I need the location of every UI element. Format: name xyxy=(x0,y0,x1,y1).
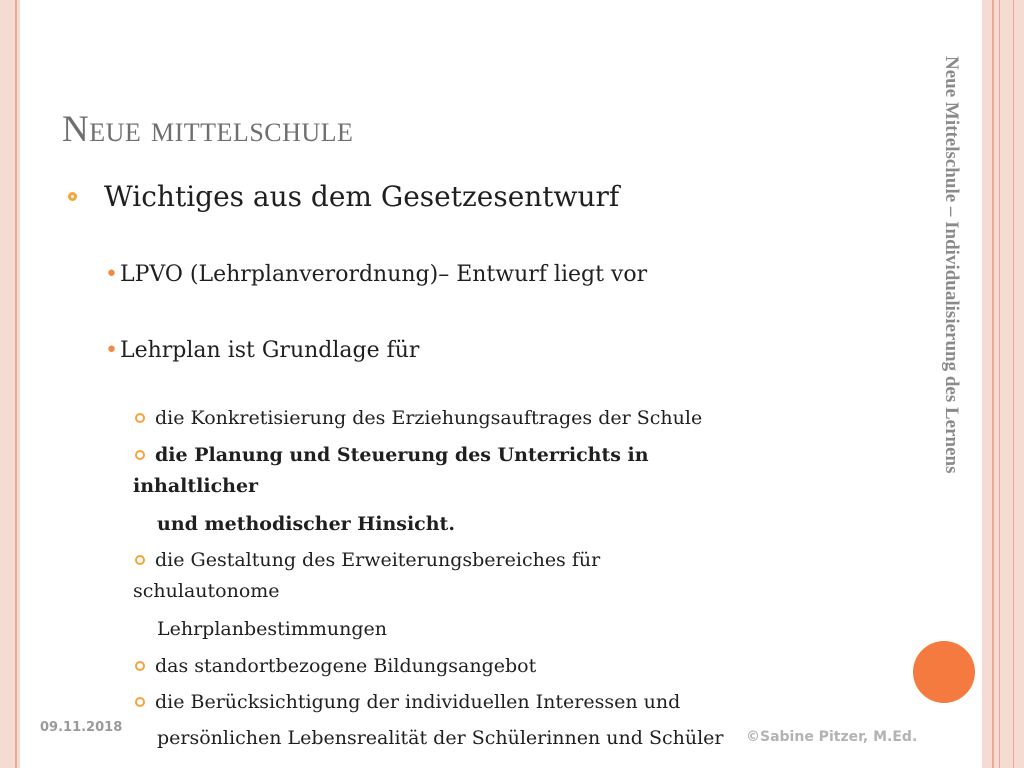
bullet-item xyxy=(105,338,419,363)
right-frame-line xyxy=(1013,0,1014,768)
sub-item-text: die Gestaltung des Erweiterungsbereiches für xyxy=(155,549,601,571)
decorative-circle xyxy=(913,641,975,703)
slide-title: Neue mittelschule xyxy=(62,109,354,150)
right-frame-line xyxy=(992,0,994,768)
bullet-ring-icon xyxy=(135,450,145,460)
right-frame-line xyxy=(999,0,1000,768)
sub-item xyxy=(135,651,536,681)
bullet-dot-icon: • xyxy=(105,262,118,287)
bullet-text: Lehrplan ist Grundlage für xyxy=(119,338,420,363)
sub-item-text: die Planung und Steuerung des Unterrichts in xyxy=(155,444,649,466)
side-title: Neue Mittelschule – Individualisierung des Lernens xyxy=(941,56,962,474)
left-frame-band xyxy=(0,0,20,768)
bullet-ring-icon xyxy=(135,661,145,671)
sub-item-continuation: und methodischer Hinsicht. xyxy=(157,513,455,535)
sub-item xyxy=(135,687,680,717)
sub-item-text: das standortbezogene Bildungsangebot xyxy=(155,655,537,677)
sub-item xyxy=(135,545,600,575)
sub-item-text: die Konkretisierung des Erziehungsauftrages der Schule xyxy=(155,407,703,429)
bullet-ring-icon xyxy=(135,555,145,565)
right-frame-band xyxy=(982,0,1024,768)
sub-item-continuation: Lehrplanbestimmungen xyxy=(157,618,388,640)
sub-item-continuation: persönlichen Lebensrealität der Schülerinnen und Schüler xyxy=(157,727,724,749)
footer-author: ©Sabine Pitzer, M.Ed. xyxy=(746,729,918,745)
bullet-text: LPVO (Lehrplanverordnung)– Entwurf liegt vor xyxy=(119,262,648,287)
footer-date: 09.11.2018 xyxy=(40,720,123,735)
bullet-ring-icon xyxy=(135,697,145,707)
sub-item-continuation: inhaltlicher xyxy=(133,475,259,497)
bullet-item xyxy=(105,262,647,287)
sub-item xyxy=(135,440,649,470)
content-heading-text: Wichtiges aus dem Gesetzesentwurf xyxy=(104,180,620,213)
left-frame-line xyxy=(15,0,17,768)
sub-item-text: die Berücksichtigung der individuellen Interessen und xyxy=(155,691,681,713)
content-heading xyxy=(68,180,619,213)
bullet-ring-icon xyxy=(135,413,145,423)
bullet-dot-icon: • xyxy=(105,338,118,363)
bullet-ring-icon xyxy=(68,192,77,201)
sub-item-continuation: schulautonome xyxy=(133,580,280,602)
sub-item xyxy=(135,403,702,433)
